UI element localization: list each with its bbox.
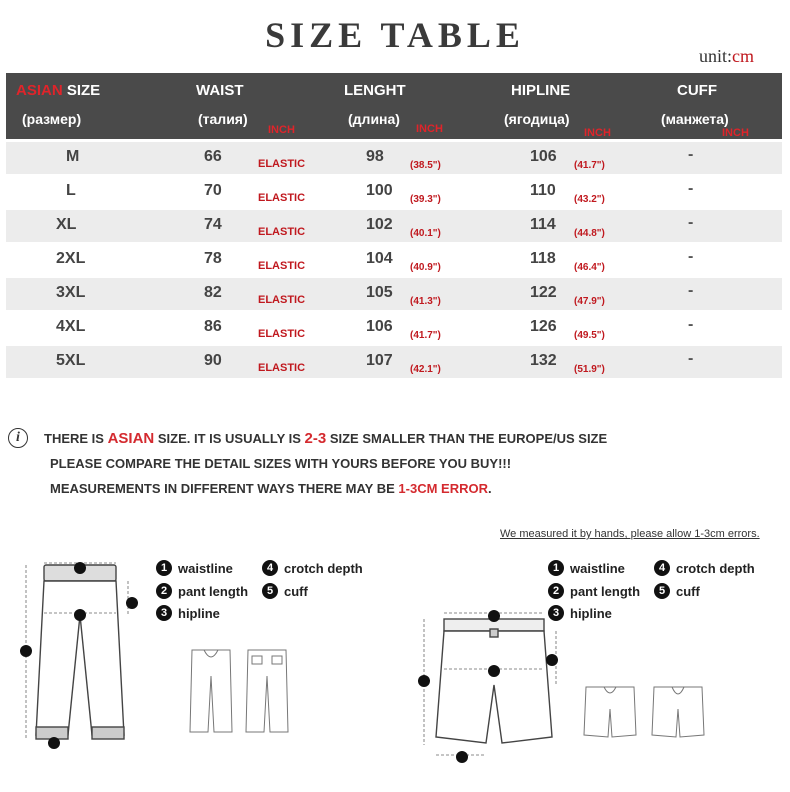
size-cell: M xyxy=(66,148,80,165)
unit-label: unit:cm xyxy=(698,46,754,66)
length-cell: 104 xyxy=(366,250,393,267)
header-length-inch: INCH xyxy=(416,123,443,135)
waist-note: ELASTIC xyxy=(258,158,306,170)
pants-back-sketch xyxy=(242,646,292,736)
waist-cell: 82 xyxy=(204,284,222,301)
length-inch: (40.9") xyxy=(410,262,441,273)
hip-inch: (47.9") xyxy=(574,296,605,307)
legend-waistline: 1 waistline xyxy=(156,560,233,576)
size-cell: 3XL xyxy=(56,284,86,301)
header-size-ru: (размер) xyxy=(22,111,82,127)
header-length: LENGHT xyxy=(344,82,406,99)
waist-note: ELASTIC xyxy=(258,328,306,340)
legend-pant-length-right: 2 pant length xyxy=(548,583,640,599)
legend-cuff: 5 cuff xyxy=(262,583,308,599)
size-cell: 2XL xyxy=(56,250,86,267)
length-cell: 105 xyxy=(366,284,393,301)
length-cell: 107 xyxy=(366,352,393,369)
length-inch: (40.1") xyxy=(410,228,441,239)
hip-cell: 114 xyxy=(530,216,556,233)
hip-inch: (44.8") xyxy=(574,228,605,239)
cuff-cell: - xyxy=(688,180,694,197)
length-inch: (41.3") xyxy=(410,296,441,307)
hip-cell: 126 xyxy=(530,318,557,335)
note-line-2: PLEASE COMPARE THE DETAIL SIZES WITH YOURS BEFORE YOU BUY!!! xyxy=(50,456,512,471)
header-hipline-inch: INCH xyxy=(584,127,611,139)
table-row xyxy=(6,244,782,276)
table-row xyxy=(6,278,782,310)
size-cell: XL xyxy=(56,216,77,233)
shorts-measurement-diagram xyxy=(412,605,572,765)
waist-cell: 70 xyxy=(204,182,222,199)
length-cell: 98 xyxy=(366,148,384,165)
hip-cell: 122 xyxy=(530,284,557,301)
header-cuff-ru: (манжета) xyxy=(661,111,729,127)
legend-crotch-depth-right: 4 crotch depth xyxy=(654,560,755,576)
table-row xyxy=(6,346,782,378)
length-cell: 102 xyxy=(366,216,393,233)
header-hipline-ru: (ягодица) xyxy=(504,111,570,127)
hip-inch: (46.4") xyxy=(574,262,605,273)
length-inch: (39.3") xyxy=(410,194,441,205)
measured-note: We measured it by hands, please allow 1-3cm errors. xyxy=(500,528,760,540)
size-table-header xyxy=(6,73,782,139)
note-line-3: MEASUREMENTS IN DIFFERENT WAYS THERE MAY BE 1-3CM ERROR. xyxy=(50,481,492,496)
size-cell: 5XL xyxy=(56,352,86,369)
header-waist: WAIST xyxy=(196,82,244,99)
hip-cell: 132 xyxy=(530,352,557,369)
cuff-cell: - xyxy=(688,214,694,231)
pants-measurement-diagram xyxy=(14,555,154,755)
hip-inch: (51.9") xyxy=(574,364,605,375)
shorts-front-sketch xyxy=(582,683,638,741)
waist-note: ELASTIC xyxy=(258,226,306,238)
waist-note: ELASTIC xyxy=(258,260,306,272)
header-cuff: CUFF xyxy=(677,82,717,99)
waist-cell: 66 xyxy=(204,148,222,165)
table-row xyxy=(6,210,782,242)
info-icon: i xyxy=(8,428,28,448)
hip-cell: 106 xyxy=(530,148,557,165)
legend-crotch-depth: 4 crotch depth xyxy=(262,560,363,576)
cuff-cell: - xyxy=(688,146,694,163)
header-size: ASIAN SIZE xyxy=(16,82,101,99)
waist-note: ELASTIC xyxy=(258,294,306,306)
length-inch: (38.5") xyxy=(410,160,441,171)
note-line-1: THERE IS ASIAN SIZE. IT IS USUALLY IS 2-3 SIZE SMALLER THAN THE EUROPE/US SIZE xyxy=(44,430,608,447)
cuff-cell: - xyxy=(688,282,694,299)
legend-pant-length: 2 pant length xyxy=(156,583,248,599)
legend-hipline-right: 3 hipline xyxy=(548,605,612,621)
waist-note: ELASTIC xyxy=(258,192,306,204)
cuff-cell: - xyxy=(688,350,694,367)
hip-cell: 110 xyxy=(530,182,556,199)
cuff-cell: - xyxy=(688,316,694,333)
length-inch: (42.1") xyxy=(410,364,441,375)
hip-inch: (41.7") xyxy=(574,160,605,171)
waist-cell: 74 xyxy=(204,216,222,233)
hip-inch: (49.5") xyxy=(574,330,605,341)
cuff-cell: - xyxy=(688,248,694,265)
pants-front-sketch xyxy=(186,646,236,736)
shorts-back-sketch xyxy=(650,683,706,741)
table-row xyxy=(6,176,782,208)
length-inch: (41.7") xyxy=(410,330,441,341)
size-cell: L xyxy=(66,182,76,199)
table-row xyxy=(6,142,782,174)
legend-cuff-right: 5 cuff xyxy=(654,583,700,599)
header-cuff-inch: INCH xyxy=(722,127,749,139)
legend-waistline-right: 1 waistline xyxy=(548,560,625,576)
legend-hipline: 3 hipline xyxy=(156,605,220,621)
waist-cell: 78 xyxy=(204,250,222,267)
header-hipline: HIPLINE xyxy=(511,82,571,99)
header-waist-ru: (талия) xyxy=(198,111,248,127)
waist-note: ELASTIC xyxy=(258,362,306,374)
page-title: SIZE TABLE xyxy=(265,15,525,55)
waist-cell: 90 xyxy=(204,352,222,369)
length-cell: 106 xyxy=(366,318,393,335)
hip-cell: 118 xyxy=(530,250,556,267)
header-length-ru: (длина) xyxy=(348,111,400,127)
length-cell: 100 xyxy=(366,182,393,199)
table-row xyxy=(6,312,782,344)
hip-inch: (43.2") xyxy=(574,194,605,205)
waist-cell: 86 xyxy=(204,318,222,335)
size-cell: 4XL xyxy=(56,318,86,335)
header-waist-inch: INCH xyxy=(268,124,295,136)
